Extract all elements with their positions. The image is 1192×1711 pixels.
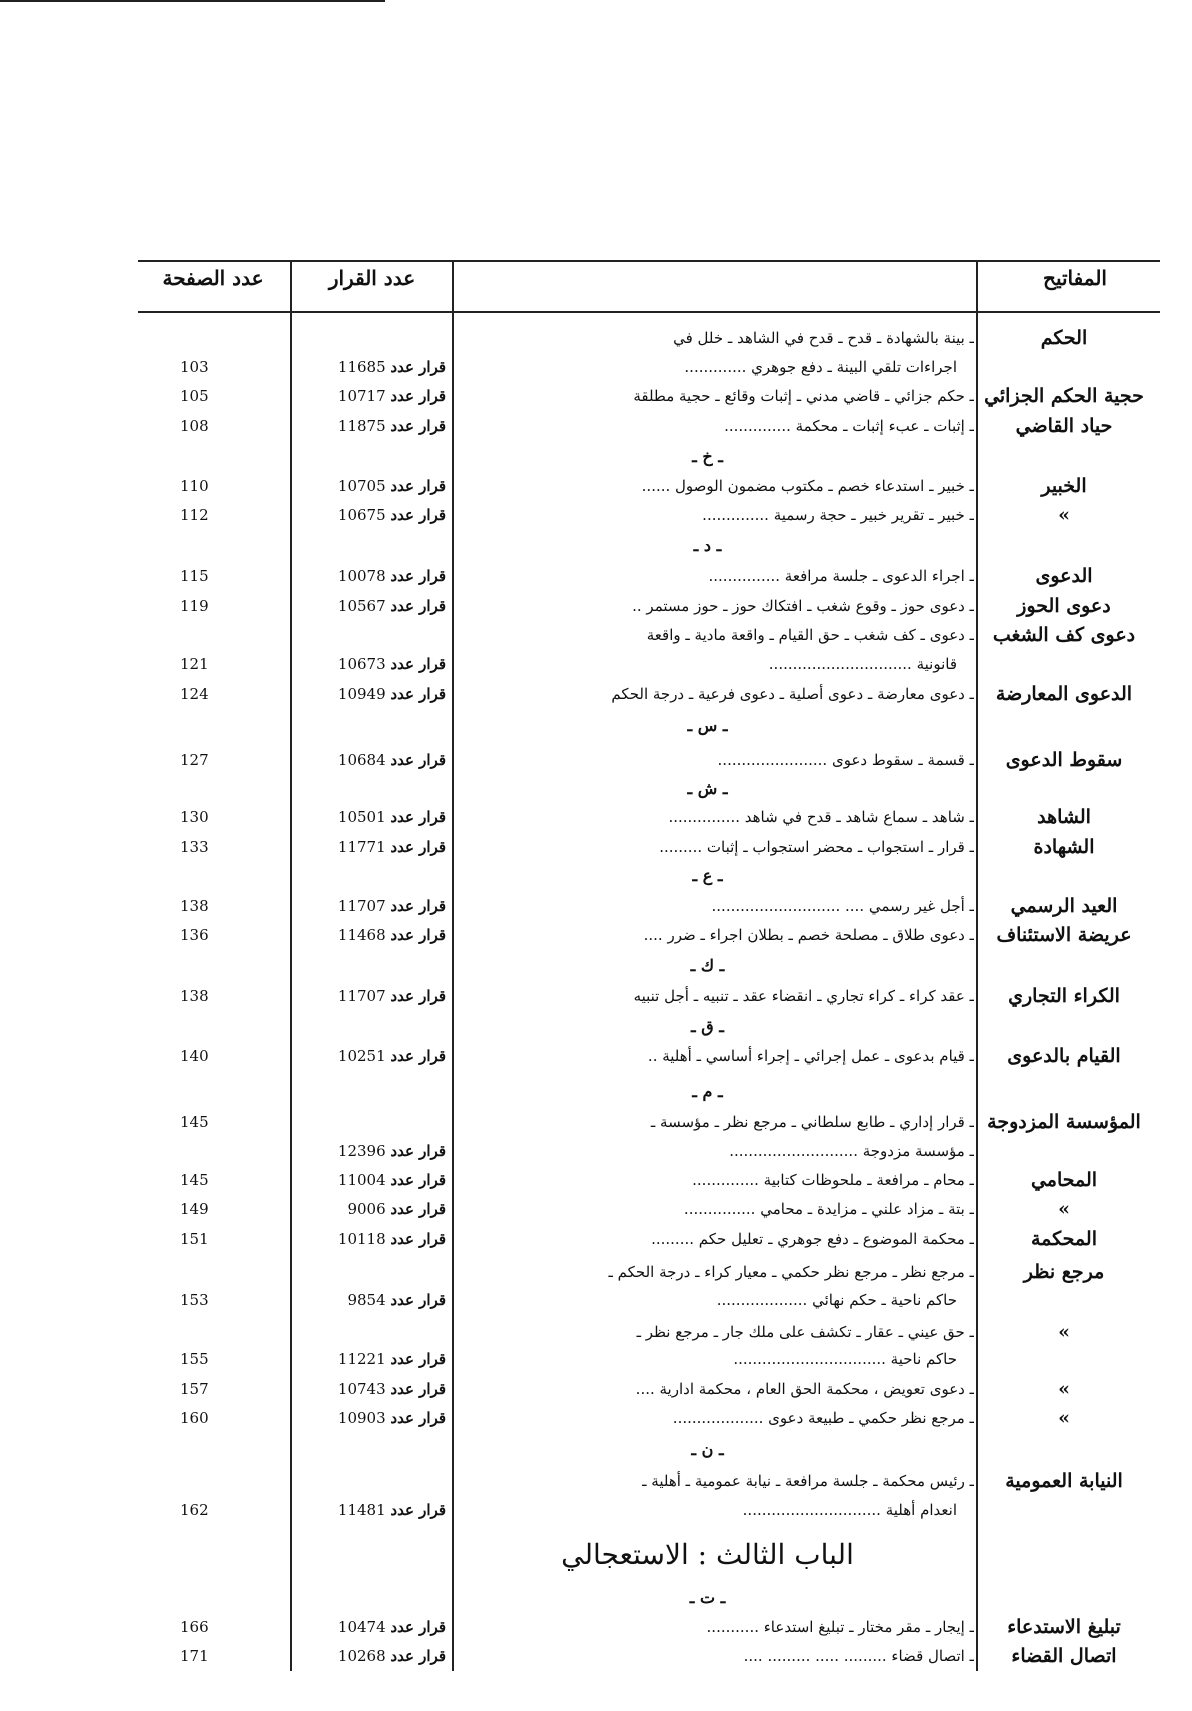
description: ـ حكم جزائي ـ قاضي مدني ـ إثبات وقائع ـ حجية مطلقة [633, 387, 974, 405]
keyword: تبليغ الاستدعاء [1007, 1616, 1121, 1638]
decision-number [298, 1404, 446, 1432]
decision-number [298, 592, 446, 620]
keyword: سقوط الدعوى [1005, 749, 1123, 771]
decision-number [298, 562, 446, 590]
decision-label: قرار عدد [390, 751, 446, 769]
section-letter: ـ ق ـ [691, 1017, 724, 1036]
decision-value: 11221 [337, 1350, 386, 1368]
keyword: الكراء التجاري [1008, 985, 1120, 1007]
decision-label: قرار عدد [390, 597, 446, 615]
header-keywords: المفاتيح [1043, 266, 1107, 290]
letter-row [0, 775, 1192, 803]
decision-label: قرار عدد [390, 1350, 446, 1368]
decision-value: 11771 [337, 838, 386, 856]
decision-label: قرار عدد [390, 1409, 446, 1427]
index-row [0, 1137, 1192, 1165]
description: ـ اتصال قضاء ......... ..... ......... .... [743, 1647, 974, 1665]
description: انعدام أهلية ............................. [742, 1501, 957, 1519]
decision-value: 10501 [337, 808, 386, 826]
decision-label: قرار عدد [390, 358, 446, 376]
index-row [0, 324, 1192, 352]
page-number: 171 [180, 1647, 209, 1665]
keyword: الدعوى المعارضة [995, 683, 1133, 705]
decision-value: 10673 [337, 655, 386, 673]
letter-row [0, 712, 1192, 740]
index-row [0, 1042, 1192, 1070]
index-row [0, 353, 1192, 381]
decision-value: 10474 [337, 1618, 386, 1636]
index-row [0, 1613, 1192, 1641]
keyword: » [1058, 1378, 1070, 1400]
page-number: 166 [180, 1618, 209, 1636]
keyword: حجية الحكم الجزائي [984, 385, 1144, 407]
keyword: القيام بالدعوى [1007, 1045, 1121, 1067]
decision-number [298, 382, 446, 410]
keyword: » [1058, 504, 1070, 526]
index-row [0, 1496, 1192, 1524]
decision-label: قرار عدد [390, 685, 446, 703]
page-number: 108 [180, 417, 209, 435]
keyword: دعوى كف الشغب [992, 624, 1136, 646]
page-number: 140 [180, 1047, 209, 1065]
index-row [0, 982, 1192, 1010]
header-decision-number: عدد القرار [328, 266, 416, 290]
decision-value: 10118 [337, 1230, 386, 1248]
page-number: 145 [180, 1171, 209, 1189]
keyword: الدعوى [1035, 565, 1093, 587]
letter-row [0, 952, 1192, 980]
page-number: 155 [180, 1350, 209, 1368]
decision-label: قرار عدد [390, 1171, 446, 1189]
index-row [0, 592, 1192, 620]
decision-label: قرار عدد [390, 897, 446, 915]
description: حاكم ناحية ـ حكم نهائي ................... [716, 1291, 957, 1309]
decision-value: 10949 [337, 685, 386, 703]
keyword: اتصال القضاء [1011, 1645, 1117, 1667]
page-number: 151 [180, 1230, 209, 1248]
decision-number [298, 650, 446, 678]
description: ـ قرار ـ استجواب ـ محضر استجواب ـ إثبات ......... [659, 838, 974, 856]
keyword: النيابة العمومية [1005, 1470, 1123, 1492]
decision-label: قرار عدد [390, 1047, 446, 1065]
index-row [0, 1195, 1192, 1223]
description: ـ مرجع نظر ـ مرجع نظر حكمي ـ معيار كراء ـ درجة الحكم ـ [608, 1263, 974, 1281]
page-number: 153 [180, 1291, 209, 1309]
decision-value: 11707 [337, 897, 386, 915]
decision-number [298, 921, 446, 949]
decision-label: قرار عدد [390, 417, 446, 435]
decision-number [298, 1195, 446, 1223]
decision-number [298, 1137, 446, 1165]
decision-number [298, 353, 446, 381]
index-row [0, 1375, 1192, 1403]
decision-label: قرار عدد [390, 1501, 446, 1519]
page-number: 124 [180, 685, 209, 703]
decision-number [298, 1225, 446, 1253]
decision-label: قرار عدد [390, 1230, 446, 1248]
index-row [0, 1166, 1192, 1194]
decision-value: 11707 [337, 987, 386, 1005]
decision-value: 10268 [337, 1647, 386, 1665]
keyword: الخبير [1041, 475, 1087, 497]
keyword: مرجع نظر [1023, 1261, 1105, 1283]
section-letter: ـ ن ـ [691, 1440, 724, 1459]
description: ـ دعوى ـ كف شغب ـ حق القيام ـ واقعة مادية ـ واقعة [646, 626, 974, 644]
index-row [0, 562, 1192, 590]
section-letter: ـ د ـ [693, 536, 722, 555]
decision-number [298, 1042, 446, 1070]
page-number: 121 [180, 655, 209, 673]
decision-value: 10567 [337, 597, 386, 615]
description: ـ محكمة الموضوع ـ دفع جوهري ـ تعليل حكم ......... [651, 1230, 974, 1248]
page-number: 103 [180, 358, 209, 376]
decision-label: قرار عدد [390, 477, 446, 495]
keyword: الحكم [1040, 327, 1088, 349]
decision-value: 10684 [337, 751, 386, 769]
page-number: 119 [180, 597, 209, 615]
index-row [0, 680, 1192, 708]
description: ـ اجراء الدعوى ـ جلسة مرافعة ............... [708, 567, 974, 585]
index-row [0, 1345, 1192, 1373]
description: ـ دعوى حوز ـ وقوع شغب ـ افتكاك حوز ـ حوز مستمر .. [632, 597, 974, 615]
page-number: 112 [180, 506, 209, 524]
decision-number [298, 1345, 446, 1373]
page-number: 138 [180, 987, 209, 1005]
description: ـ عقد كراء ـ كراء تجاري ـ انقضاء عقد ـ تنبيه ـ أجل تنبيه [633, 987, 974, 1005]
description: ـ بتة ـ مزاد علني ـ مزايدة ـ محامي ............... [683, 1200, 974, 1218]
keyword: عريضة الاستئناف [996, 924, 1132, 946]
page-number: 138 [180, 897, 209, 915]
description: ـ رئيس محكمة ـ جلسة مرافعة ـ نيابة عمومية ـ أهلية ـ [642, 1472, 974, 1490]
keyword: » [1058, 1321, 1070, 1343]
index-row [0, 1108, 1192, 1136]
page-number: 145 [180, 1113, 209, 1131]
decision-number [298, 412, 446, 440]
decision-number [298, 833, 446, 861]
decision-label: قرار عدد [390, 838, 446, 856]
index-row [0, 1258, 1192, 1286]
letter-row [0, 532, 1192, 560]
decision-label: قرار عدد [390, 567, 446, 585]
section-letter: ـ ت ـ [689, 1588, 726, 1607]
index-row [0, 472, 1192, 500]
description: ـ محام ـ مرافعة ـ ملحوظات كتابية .............. [692, 1171, 974, 1189]
description: ـ خبير ـ استدعاء خصم ـ مكتوب مضمون الوصول ...... [641, 477, 974, 495]
decision-number [298, 680, 446, 708]
index-row [0, 833, 1192, 861]
section-letter: ـ س ـ [687, 716, 728, 735]
index-row [0, 803, 1192, 831]
description: ـ دعوى طلاق ـ مصلحة خصم ـ بطلان اجراء ـ ضرر .... [643, 926, 974, 944]
index-row [0, 1404, 1192, 1432]
index-row [0, 501, 1192, 529]
letter-row [0, 1436, 1192, 1464]
description: ـ إثبات ـ عبء إثبات ـ محكمة .............. [724, 417, 974, 435]
keyword: حياد القاضي [1015, 415, 1113, 437]
decision-value: 9854 [347, 1291, 386, 1309]
keyword: المحامي [1030, 1169, 1098, 1191]
decision-number [298, 1375, 446, 1403]
top-rule [0, 0, 385, 2]
decision-value: 10675 [337, 506, 386, 524]
description: ـ قرار إداري ـ طابع سلطاني ـ مرجع نظر ـ مؤسسة ـ [650, 1113, 974, 1131]
decision-value: 10251 [337, 1047, 386, 1065]
keyword: العيد الرسمي [1010, 895, 1118, 917]
description: ـ بينة بالشهادة ـ قدح ـ قدح في الشاهد ـ خلل في [673, 329, 974, 347]
letter-row [0, 1013, 1192, 1041]
decision-value: 10705 [337, 477, 386, 495]
keyword: » [1058, 1198, 1070, 1220]
description: قانونية .............................. [768, 655, 957, 673]
decision-number [298, 472, 446, 500]
page-number: 160 [180, 1409, 209, 1427]
decision-number [298, 1286, 446, 1314]
keyword: المحكمة [1031, 1228, 1097, 1250]
decision-number [298, 1496, 446, 1524]
decision-label: قرار عدد [390, 506, 446, 524]
page-number: 115 [180, 567, 209, 585]
decision-number [298, 501, 446, 529]
section-letter: ـ خ ـ [692, 447, 723, 466]
decision-number [298, 1642, 446, 1670]
decision-label: قرار عدد [390, 1618, 446, 1636]
decision-number [298, 1166, 446, 1194]
letter-row [0, 862, 1192, 890]
letter-row [0, 443, 1192, 471]
decision-label: قرار عدد [390, 1142, 446, 1160]
index-row [0, 650, 1192, 678]
keyword: المؤسسة المزدوجة [987, 1111, 1141, 1133]
index-row [0, 746, 1192, 774]
decision-value: 11685 [337, 358, 386, 376]
description: حاكم ناحية ................................ [733, 1350, 957, 1368]
keyword: الشهادة [1033, 836, 1095, 858]
page-number: 105 [180, 387, 209, 405]
index-row [0, 621, 1192, 649]
decision-label: قرار عدد [390, 1380, 446, 1398]
decision-label: قرار عدد [390, 808, 446, 826]
description: ـ حق عيني ـ عقار ـ تكشف على ملك جار ـ مرجع نظر ـ [636, 1323, 974, 1341]
index-row [0, 1286, 1192, 1314]
description: ـ شاهد ـ سماع شاهد ـ قدح في شاهد ............... [668, 808, 974, 826]
page-number: 157 [180, 1380, 209, 1398]
section-letter: ـ ع ـ [692, 866, 723, 885]
index-row [0, 1642, 1192, 1670]
section-letter: ـ م ـ [692, 1082, 723, 1101]
description: ـ إيجار ـ مقر مختار ـ تبليغ استدعاء ........... [706, 1618, 974, 1636]
decision-value: 10743 [337, 1380, 386, 1398]
page-number: 149 [180, 1200, 209, 1218]
index-row [0, 1225, 1192, 1253]
header-page-number: عدد الصفحة [162, 266, 264, 290]
page-number: 133 [180, 838, 209, 856]
description: ـ قسمة ـ سقوط دعوى ....................... [717, 751, 974, 769]
decision-label: قرار عدد [390, 1200, 446, 1218]
description: ـ خبير ـ تقرير خبير ـ حجة رسمية .............. [702, 506, 974, 524]
chapter-heading: الباب الثالث : الاستعجالي [561, 1538, 854, 1571]
decision-value: 10078 [337, 567, 386, 585]
decision-number [298, 982, 446, 1010]
index-row [0, 892, 1192, 920]
description: ـ دعوى تعويض ، محكمة الحق العام ، محكمة ادارية .... [635, 1380, 974, 1398]
decision-value: 11004 [337, 1171, 386, 1189]
decision-label: قرار عدد [390, 987, 446, 1005]
page-number: 130 [180, 808, 209, 826]
decision-value: 12396 [337, 1142, 386, 1160]
section-letter: ـ ك ـ [690, 956, 725, 975]
index-row [0, 921, 1192, 949]
page-number: 127 [180, 751, 209, 769]
decision-value: 9006 [347, 1200, 386, 1218]
description: ـ قيام بدعوى ـ عمل إجرائي ـ إجراء أساسي ـ أهلية .. [647, 1047, 974, 1065]
index-row [0, 382, 1192, 410]
description: اجراءات تلقي البينة ـ دفع جوهري ............. [684, 358, 957, 376]
description: ـ مرجع نظر حكمي ـ طبيعة دعوى ................... [672, 1409, 974, 1427]
decision-value: 10717 [337, 387, 386, 405]
description: ـ أجل غير رسمي .... ........................... [711, 897, 974, 915]
decision-number [298, 892, 446, 920]
decision-value: 11875 [337, 417, 386, 435]
index-row [0, 412, 1192, 440]
decision-value: 11468 [337, 926, 386, 944]
decision-label: قرار عدد [390, 1291, 446, 1309]
decision-label: قرار عدد [390, 926, 446, 944]
keyword: » [1058, 1407, 1070, 1429]
decision-value: 11481 [337, 1501, 386, 1519]
decision-label: قرار عدد [390, 387, 446, 405]
description: ـ دعوى معارضة ـ دعوى أصلية ـ دعوى فرعية ـ درجة الحكم [611, 685, 974, 703]
decision-number [298, 746, 446, 774]
letter-row [0, 1078, 1192, 1106]
page-number: 136 [180, 926, 209, 944]
decision-value: 10903 [337, 1409, 386, 1427]
decision-number [298, 803, 446, 831]
decision-label: قرار عدد [390, 1647, 446, 1665]
page-number: 162 [180, 1501, 209, 1519]
letter-row [0, 1584, 1192, 1612]
index-row [0, 1467, 1192, 1495]
description: ـ مؤسسة مزدوجة ........................... [729, 1142, 974, 1160]
decision-label: قرار عدد [390, 655, 446, 673]
decision-number [298, 1613, 446, 1641]
section-letter: ـ ش ـ [687, 779, 728, 798]
keyword: دعوى الحوز [1017, 595, 1111, 617]
index-row [0, 1318, 1192, 1346]
keyword: الشاهد [1037, 806, 1091, 828]
page-number: 110 [180, 477, 209, 495]
